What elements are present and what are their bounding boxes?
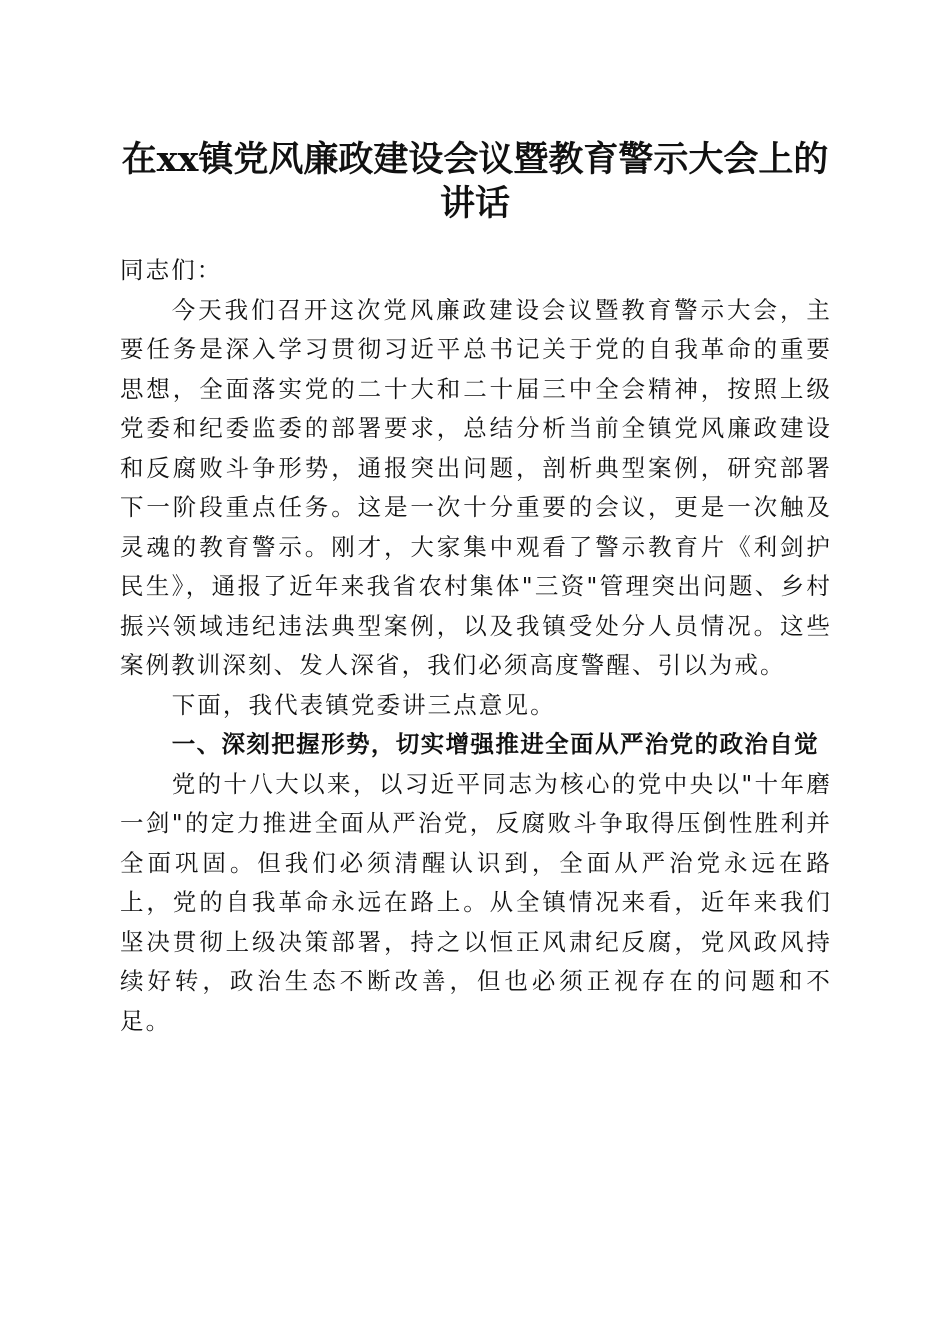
section-paragraph: 党的十八大以来，以习近平同志为核心的党中央以"十年磨一剑"的定力推进全面从严治党，反腐败斗争取得压倒性胜利并全面巩固。但我们必须清醒认识到，全面从严治党永远在路上，党的自我革命永远在路上。从全镇情况来看，近年来我们坚决贯彻上级决策部署，持之以恒正风肃纪反腐，党风政风持续好转，政治生态不断改善，但也必须正视存在的问题和不足。 [120,769,832,1035]
section-heading: 一、深刻把握形势，切实增强推进全面从严治党的政治自觉 [171,730,820,758]
opening-paragraph: 今天我们召开这次党风廉政建设会议暨教育警示大会，主要任务是深入学习贯彻习近平总书记关于党的自我革命的重要思想，全面落实党的二十大和二十届三中全会精神，按照上级党委和纪委监委的部署要求，总结分析当前全镇党风廉政建设和反腐败斗争形势，通报突出问题，剖析典型案例，研究部署下一阶段重点任务。这是一次十分重要的会议，更是一次触及灵魂的教育警示。刚才，大家集中观看了警示教育片《利剑护民生》，通报了近年来我省农村集体"三资"管理突出问题、乡村振兴领域违纪违法典型案例，以及我镇受处分人员情况。这些案例教训深刻、发人深省，我们必须高度警醒、引以为戒。 [120,295,832,679]
salutation: 同志们： [120,256,223,284]
document-body [120,251,832,1041]
transition-paragraph: 下面，我代表镇党委讲三点意见。 [171,690,556,719]
document-title: 在xx镇党风廉政建设会议暨教育警示大会上的讲话 [121,139,829,224]
